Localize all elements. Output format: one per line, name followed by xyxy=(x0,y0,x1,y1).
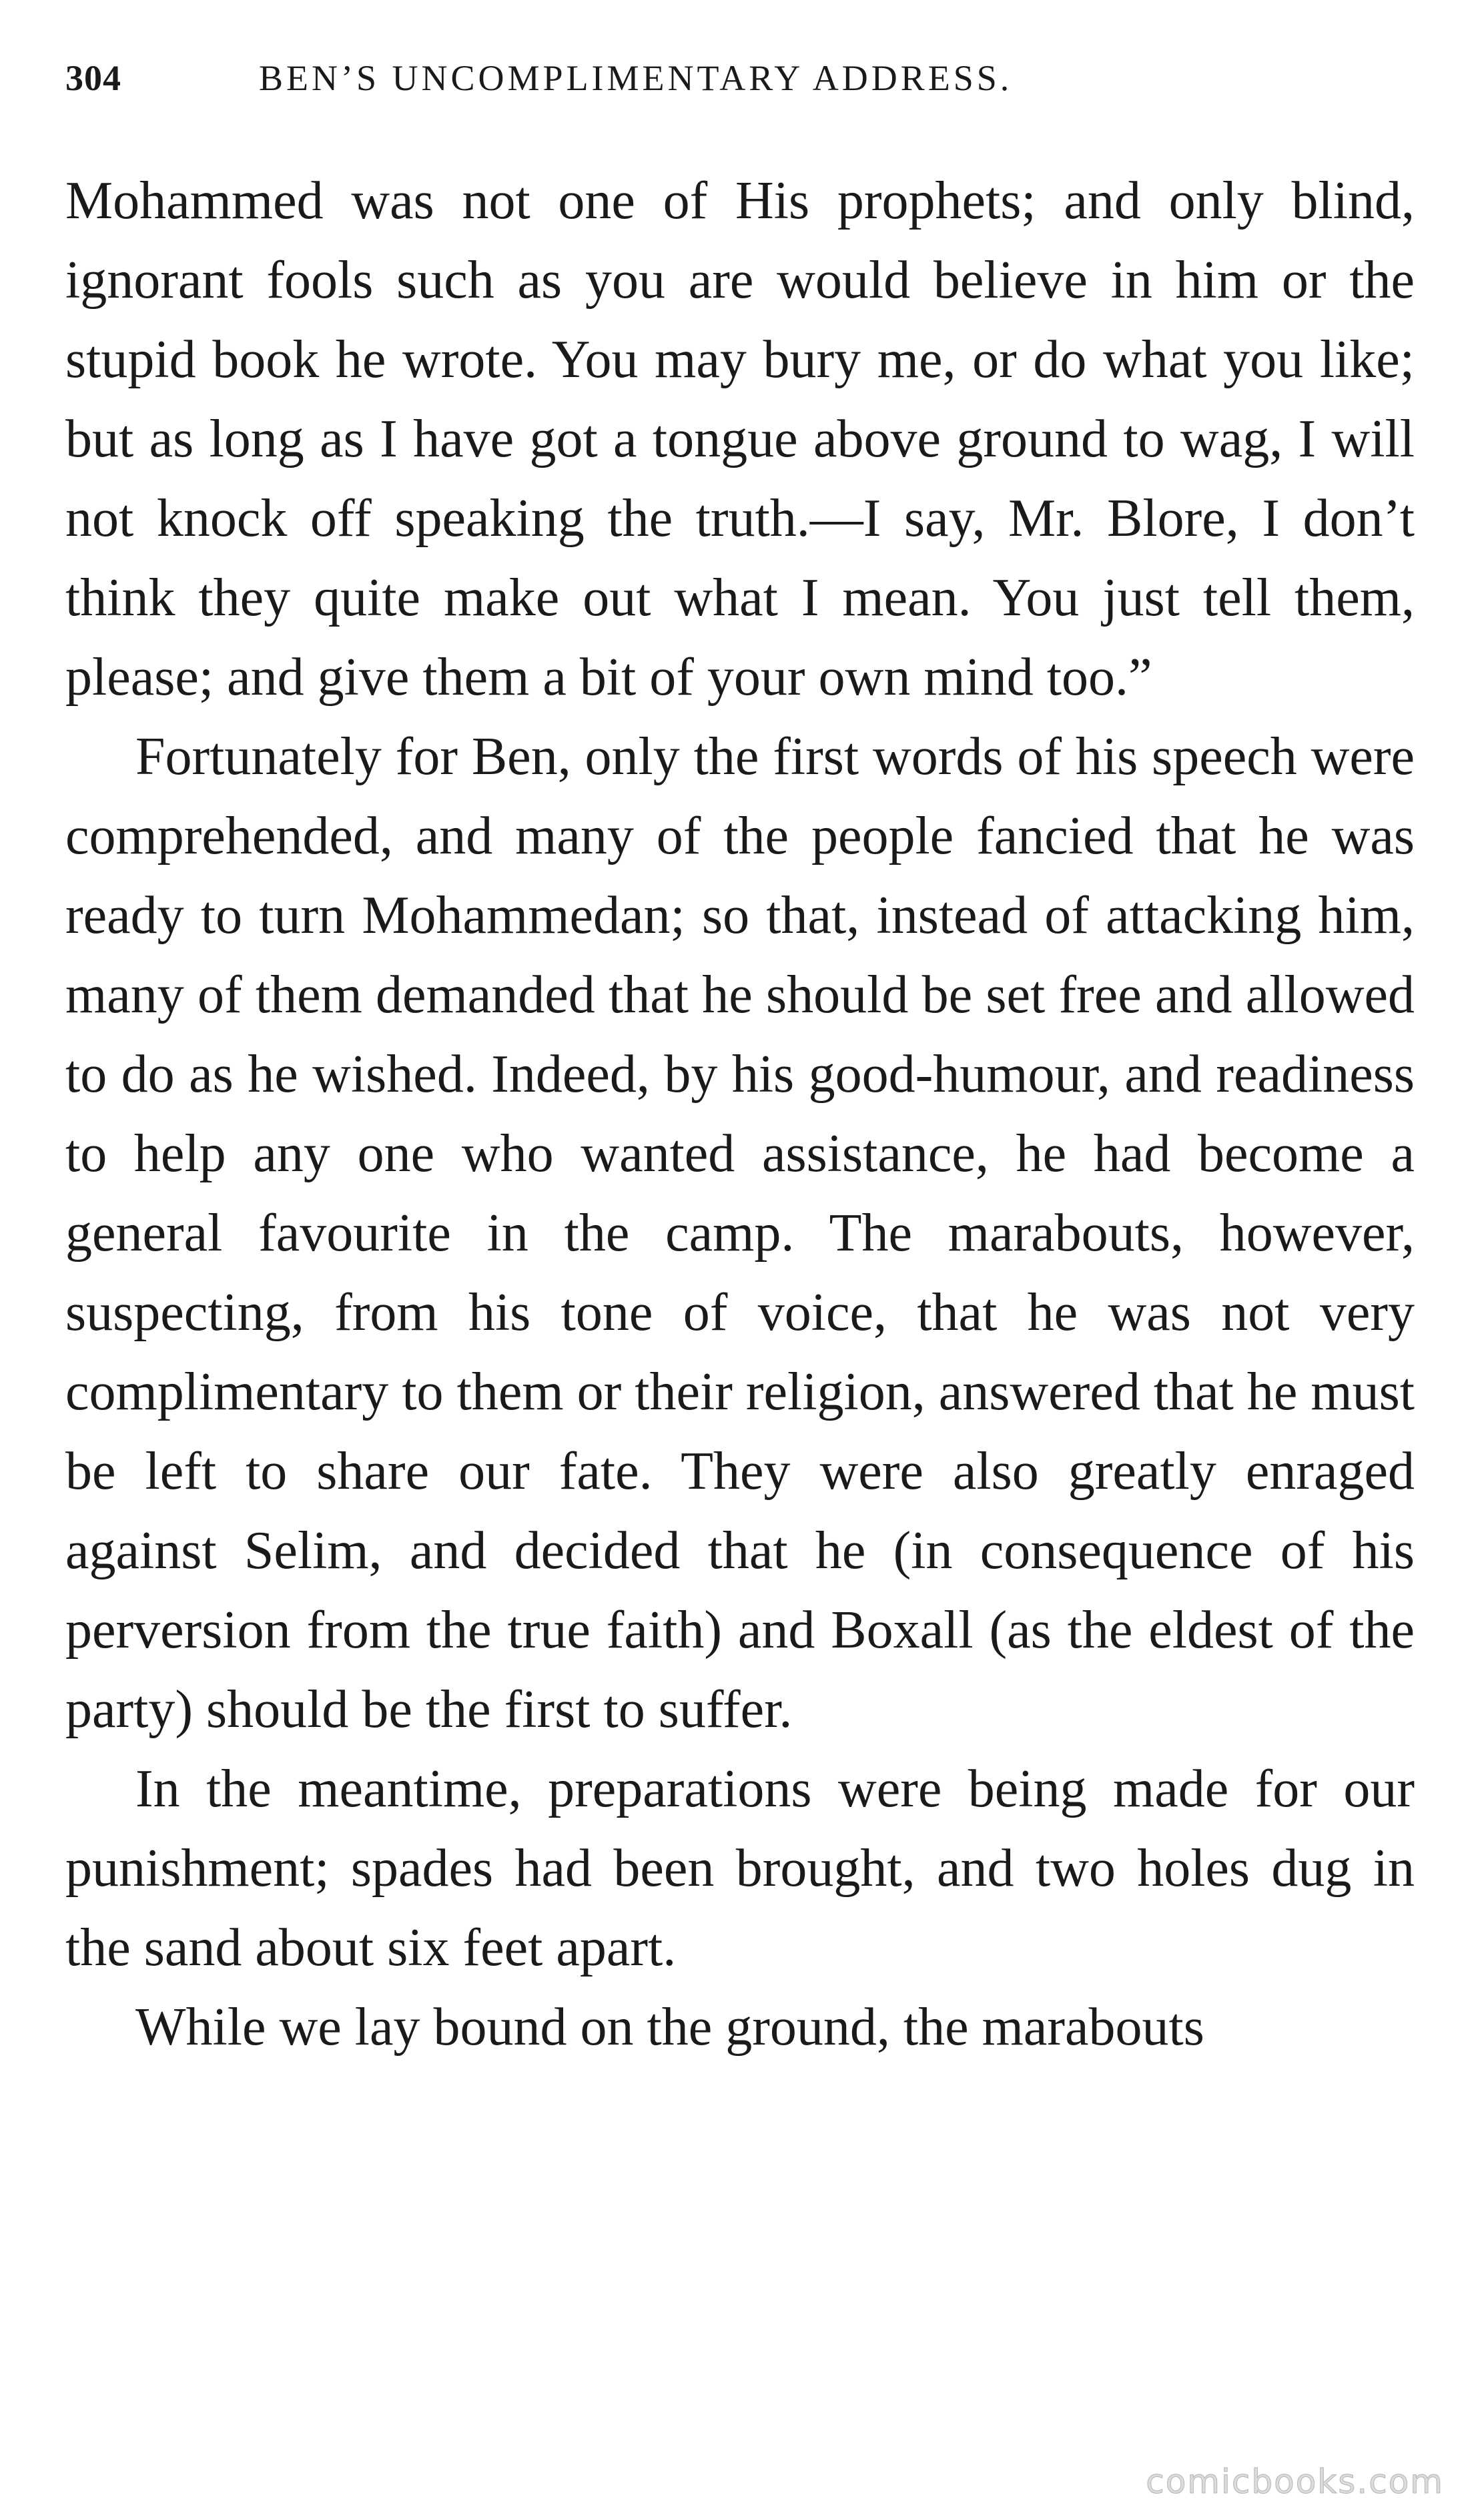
paragraph: In the meantime, preparations were being made for our punishment; spades had been brought, and two holes dug in the sand about six feet apart. xyxy=(65,1760,1415,1977)
page-header xyxy=(65,52,1415,112)
watermark: comicbooks.com xyxy=(1146,2462,1444,2501)
page-number: 304 xyxy=(65,58,121,98)
body-text xyxy=(65,161,1415,2067)
running-title: BEN’S UNCOMPLIMENTARY ADDRESS. xyxy=(259,58,1013,98)
paragraph-continuation: Mohammed was not one of His prophets; and only blind, ignorant fools such as you are would believe in him or the stupid book he wrote. You may bury me, or do what you like; but as long as I have got a tongue above ground to wag, I will not knock off speaking the truth.—I say, Mr. Blore, I don’t think they quite make out what I mean. You just tell them, please; and give them a bit of your own mind too.” xyxy=(65,171,1415,707)
paragraph: While we lay bound on the ground, the marabouts xyxy=(135,1998,1204,2057)
paragraph: Fortunately for Ben, only the first words of his speech were comprehended, and many of the people fancied that he was ready to turn Mohammedan; so that, instead of attacking him, many of them demanded that he should be set free and allowed to do as he wished. Indeed, by his good-humour, and readiness to help any one who wanted assistance, he had become a general favourite in the camp. The marabouts, however, suspecting, from his tone of voice, that he was not very complimentary to them or their religion, answered that he must be left to share our fate. They were also greatly enraged against Selim, and decided that he (in consequence of his perversion from the true faith) and Boxall (as the eldest of the party) should be the first to suffer. xyxy=(65,727,1415,1739)
